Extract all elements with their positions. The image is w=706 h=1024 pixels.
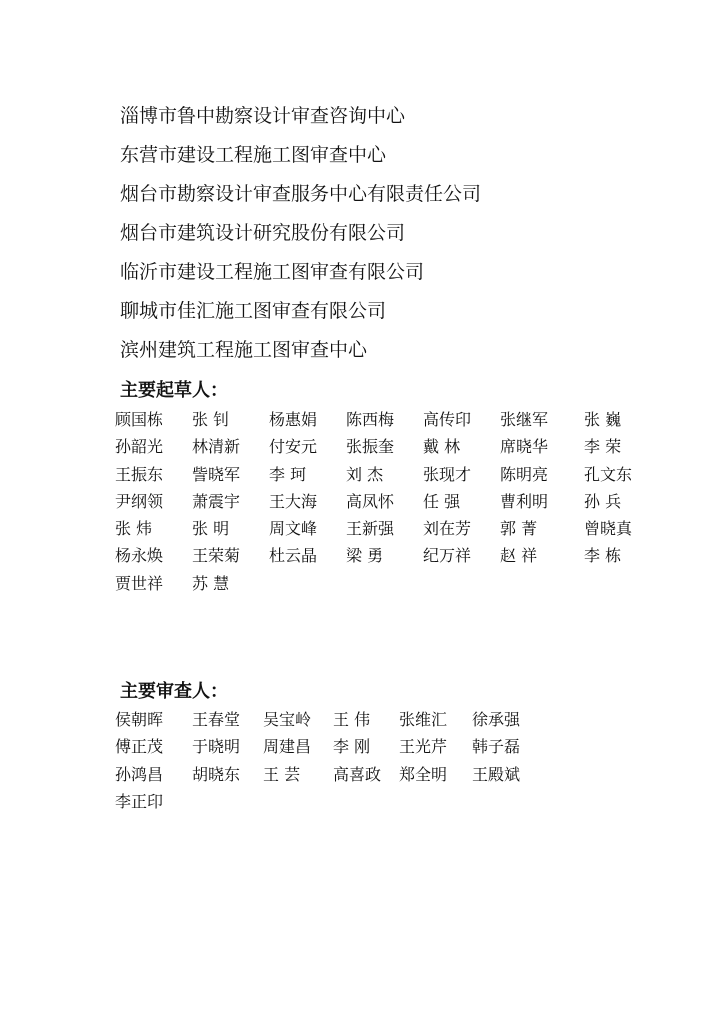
drafters-name: 席晓华 [500,437,549,457]
drafters-name: 王大海 [269,491,318,511]
drafters-name: 张 巍 [584,410,622,429]
drafters-name: 李 荣 [584,437,622,457]
organization-line: 烟台市建筑设计研究股份有限公司 [120,222,406,244]
drafters-name: 杨惠娟 [269,410,318,429]
drafters-name: 苏 慧 [192,573,230,593]
reviewers-name-grid [115,706,542,815]
drafters-name: 高凤怀 [346,491,395,511]
drafters-name: 陈西梅 [346,410,395,429]
drafters-name: 纪万祥 [423,546,472,566]
reviewers-name: 胡晓东 [192,764,241,784]
reviewers-name: 王光芹 [399,737,448,757]
drafters-name: 赵 祥 [500,546,538,566]
drafters-name: 郭 菁 [500,519,538,539]
drafters-name: 张 明 [192,519,230,539]
organization-line: 东营市建设工程施工图审查中心 [120,144,387,166]
reviewers-name: 傅正茂 [115,737,164,757]
drafters-name: 訾晓军 [192,464,241,484]
reviewers-name: 王 伟 [333,710,371,729]
drafters-name: 刘 杰 [346,464,384,484]
drafters-name: 杨永焕 [115,546,164,566]
organization-list [120,102,481,375]
drafters-name: 张 钊 [192,410,230,429]
drafters-name: 周文峰 [269,519,318,539]
reviewers-name: 王殿斌 [472,764,521,784]
drafters-name: 顾国栋 [115,410,164,429]
drafters-name: 杜云晶 [269,546,318,566]
organization-line: 淄博市鲁中勘察设计审查咨询中心 [120,105,406,127]
reviewers-name: 吴宝岭 [263,710,312,729]
drafters-name: 付安元 [269,437,318,457]
organization-line: 滨州建筑工程施工图审查中心 [120,339,368,361]
drafters-name: 梁 勇 [346,546,384,566]
organization-line: 聊城市佳汇施工图审查有限公司 [120,300,387,322]
drafters-name: 萧震宇 [192,491,241,511]
reviewers-heading: 主要审查人： [120,681,228,702]
reviewers-name: 韩子磊 [472,737,521,757]
drafters-name: 任 强 [423,491,461,511]
drafters-name: 陈明亮 [500,464,549,484]
drafters-name: 贾世祥 [115,573,164,593]
drafters-name: 尹纲领 [115,491,164,511]
reviewers-name: 于晓明 [192,737,241,757]
drafters-heading: 主要起草人： [120,380,228,401]
drafters-name: 刘在芳 [423,519,472,539]
drafters-name: 王振东 [115,464,164,484]
drafters-name: 孙 兵 [584,491,622,511]
drafters-name: 张振奎 [346,437,395,457]
drafters-name: 王新强 [346,519,395,539]
reviewers-name: 李 刚 [333,737,371,757]
reviewers-name: 张维汇 [399,710,448,729]
reviewers-name: 郑全明 [399,764,448,784]
organization-line: 临沂市建设工程施工图审查有限公司 [120,261,425,283]
drafters-name: 李 栋 [584,546,622,566]
reviewers-name: 王春堂 [192,710,241,729]
drafters-name: 王荣菊 [192,546,241,566]
reviewers-name: 孙鸿昌 [115,764,164,784]
reviewers-name: 王 芸 [263,764,301,784]
reviewers-name: 高喜政 [333,764,382,784]
drafters-name: 张 炜 [115,519,153,539]
drafters-name: 孙韶光 [115,437,164,457]
organization-line: 烟台市勘察设计审查服务中心有限责任公司 [120,183,482,205]
drafters-name: 曾晓真 [584,519,633,539]
drafters-name: 曹利明 [500,491,549,511]
drafters-name: 孔文东 [584,464,633,484]
reviewers-name: 李正印 [115,791,164,811]
drafters-name: 戴 林 [423,437,461,457]
drafters-name: 林清新 [192,437,241,457]
drafters-name: 张继军 [500,410,549,429]
reviewers-name: 周建昌 [263,737,312,757]
drafters-name: 张现才 [423,464,472,484]
drafters-name: 李 珂 [269,464,307,484]
drafters-name-grid [115,406,644,597]
drafters-name: 高传印 [423,410,472,429]
reviewers-name: 徐承强 [472,710,521,729]
reviewers-name: 侯朝晖 [115,710,164,729]
